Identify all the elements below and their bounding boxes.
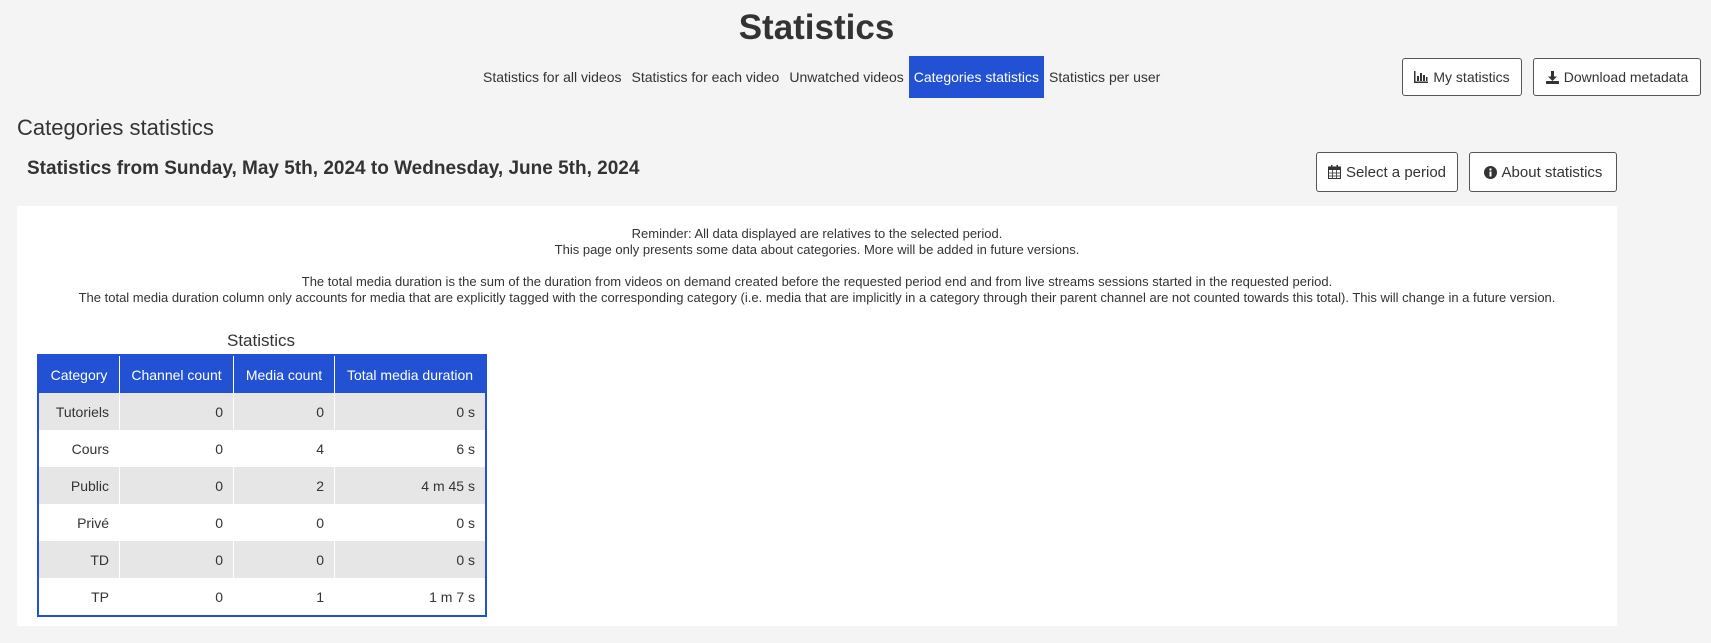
duration-cell: 4 m 45 s	[335, 467, 487, 504]
duration-cell: 0 s	[335, 541, 487, 578]
tab-statistics-each-video[interactable]: Statistics for each video	[631, 69, 780, 85]
statistics-tabs	[478, 56, 1165, 98]
select-period-button[interactable]	[1316, 152, 1458, 192]
media-count-cell: 0	[234, 504, 335, 541]
channel-count-cell: 0	[120, 541, 234, 578]
info-text: The total media duration is the sum of the duration from videos on demand created before the requested period end and from live streams sessions started in the requested period.	[301, 274, 1333, 289]
page-title: Statistics	[738, 8, 895, 47]
info-text: The total media duration column only accounts for media that are explicitly tagged with the corresponding category (i.e. media that are implicitly in a category through their parent channel are not counted towards this total). This will change in a future version.	[78, 290, 1556, 305]
channel-count-cell: 0	[120, 467, 234, 504]
table-caption: Statistics	[226, 331, 296, 350]
column-header-category[interactable]: Category	[38, 355, 120, 393]
reminder-notice	[17, 226, 1617, 258]
column-header-channel-count[interactable]: Channel count	[120, 355, 234, 393]
table-row	[38, 467, 486, 504]
bar-chart-icon	[1414, 71, 1428, 83]
calendar-icon	[1328, 165, 1341, 179]
duration-notice	[57, 274, 1577, 306]
category-cell: Cours	[38, 430, 120, 467]
category-cell: Tutoriels	[38, 393, 120, 430]
duration-cell: 0 s	[335, 504, 487, 541]
channel-count-cell: 0	[120, 504, 234, 541]
table-row	[38, 541, 486, 578]
media-count-cell: 4	[234, 430, 335, 467]
tab-statistics-per-user[interactable]: Statistics per user	[1049, 69, 1161, 85]
category-cell: Public	[38, 467, 120, 504]
table-row	[38, 430, 486, 467]
statistics-card	[17, 206, 1617, 626]
channel-count-cell: 0	[120, 578, 234, 616]
info-text: This page only presents some data about categories. More will be added in future versions.	[554, 242, 1080, 257]
info-text: Reminder: All data displayed are relatives to the selected period.	[631, 226, 1003, 241]
column-header-total-media-duration[interactable]: Total media duration	[335, 355, 487, 393]
tab-unwatched-videos[interactable]: Unwatched videos	[789, 69, 904, 85]
categories-table	[37, 354, 487, 617]
section-heading: Categories statistics	[17, 115, 214, 140]
table-header-row	[38, 355, 486, 393]
download-icon	[1546, 71, 1559, 84]
info-circle-icon	[1484, 166, 1497, 179]
media-count-cell: 2	[234, 467, 335, 504]
table-row	[38, 504, 486, 541]
media-count-cell: 0	[234, 393, 335, 430]
duration-cell: 6 s	[335, 430, 487, 467]
column-header-media-count[interactable]: Media count	[234, 355, 335, 393]
download-metadata-button[interactable]	[1533, 58, 1701, 96]
period-heading: Statistics from Sunday, May 5th, 2024 to Wednesday, June 5th, 2024	[27, 158, 640, 179]
table-row	[38, 578, 486, 616]
tab-categories-statistics[interactable]: Categories statistics	[909, 56, 1044, 98]
table-row	[38, 393, 486, 430]
channel-count-cell: 0	[120, 430, 234, 467]
my-statistics-label: My statistics	[1433, 69, 1510, 85]
media-count-cell: 1	[234, 578, 335, 616]
category-cell: TP	[38, 578, 120, 616]
about-statistics-button[interactable]	[1469, 152, 1617, 192]
category-cell: TD	[38, 541, 120, 578]
my-statistics-button[interactable]	[1402, 58, 1522, 96]
media-count-cell: 0	[234, 541, 335, 578]
about-statistics-label: About statistics	[1501, 163, 1603, 181]
download-metadata-label: Download metadata	[1563, 69, 1689, 85]
channel-count-cell: 0	[120, 393, 234, 430]
tab-statistics-all-videos[interactable]: Statistics for all videos	[483, 69, 622, 85]
duration-cell: 1 m 7 s	[335, 578, 487, 616]
category-cell: Privé	[38, 504, 120, 541]
duration-cell: 0 s	[335, 393, 487, 430]
select-period-label: Select a period	[1345, 163, 1447, 181]
